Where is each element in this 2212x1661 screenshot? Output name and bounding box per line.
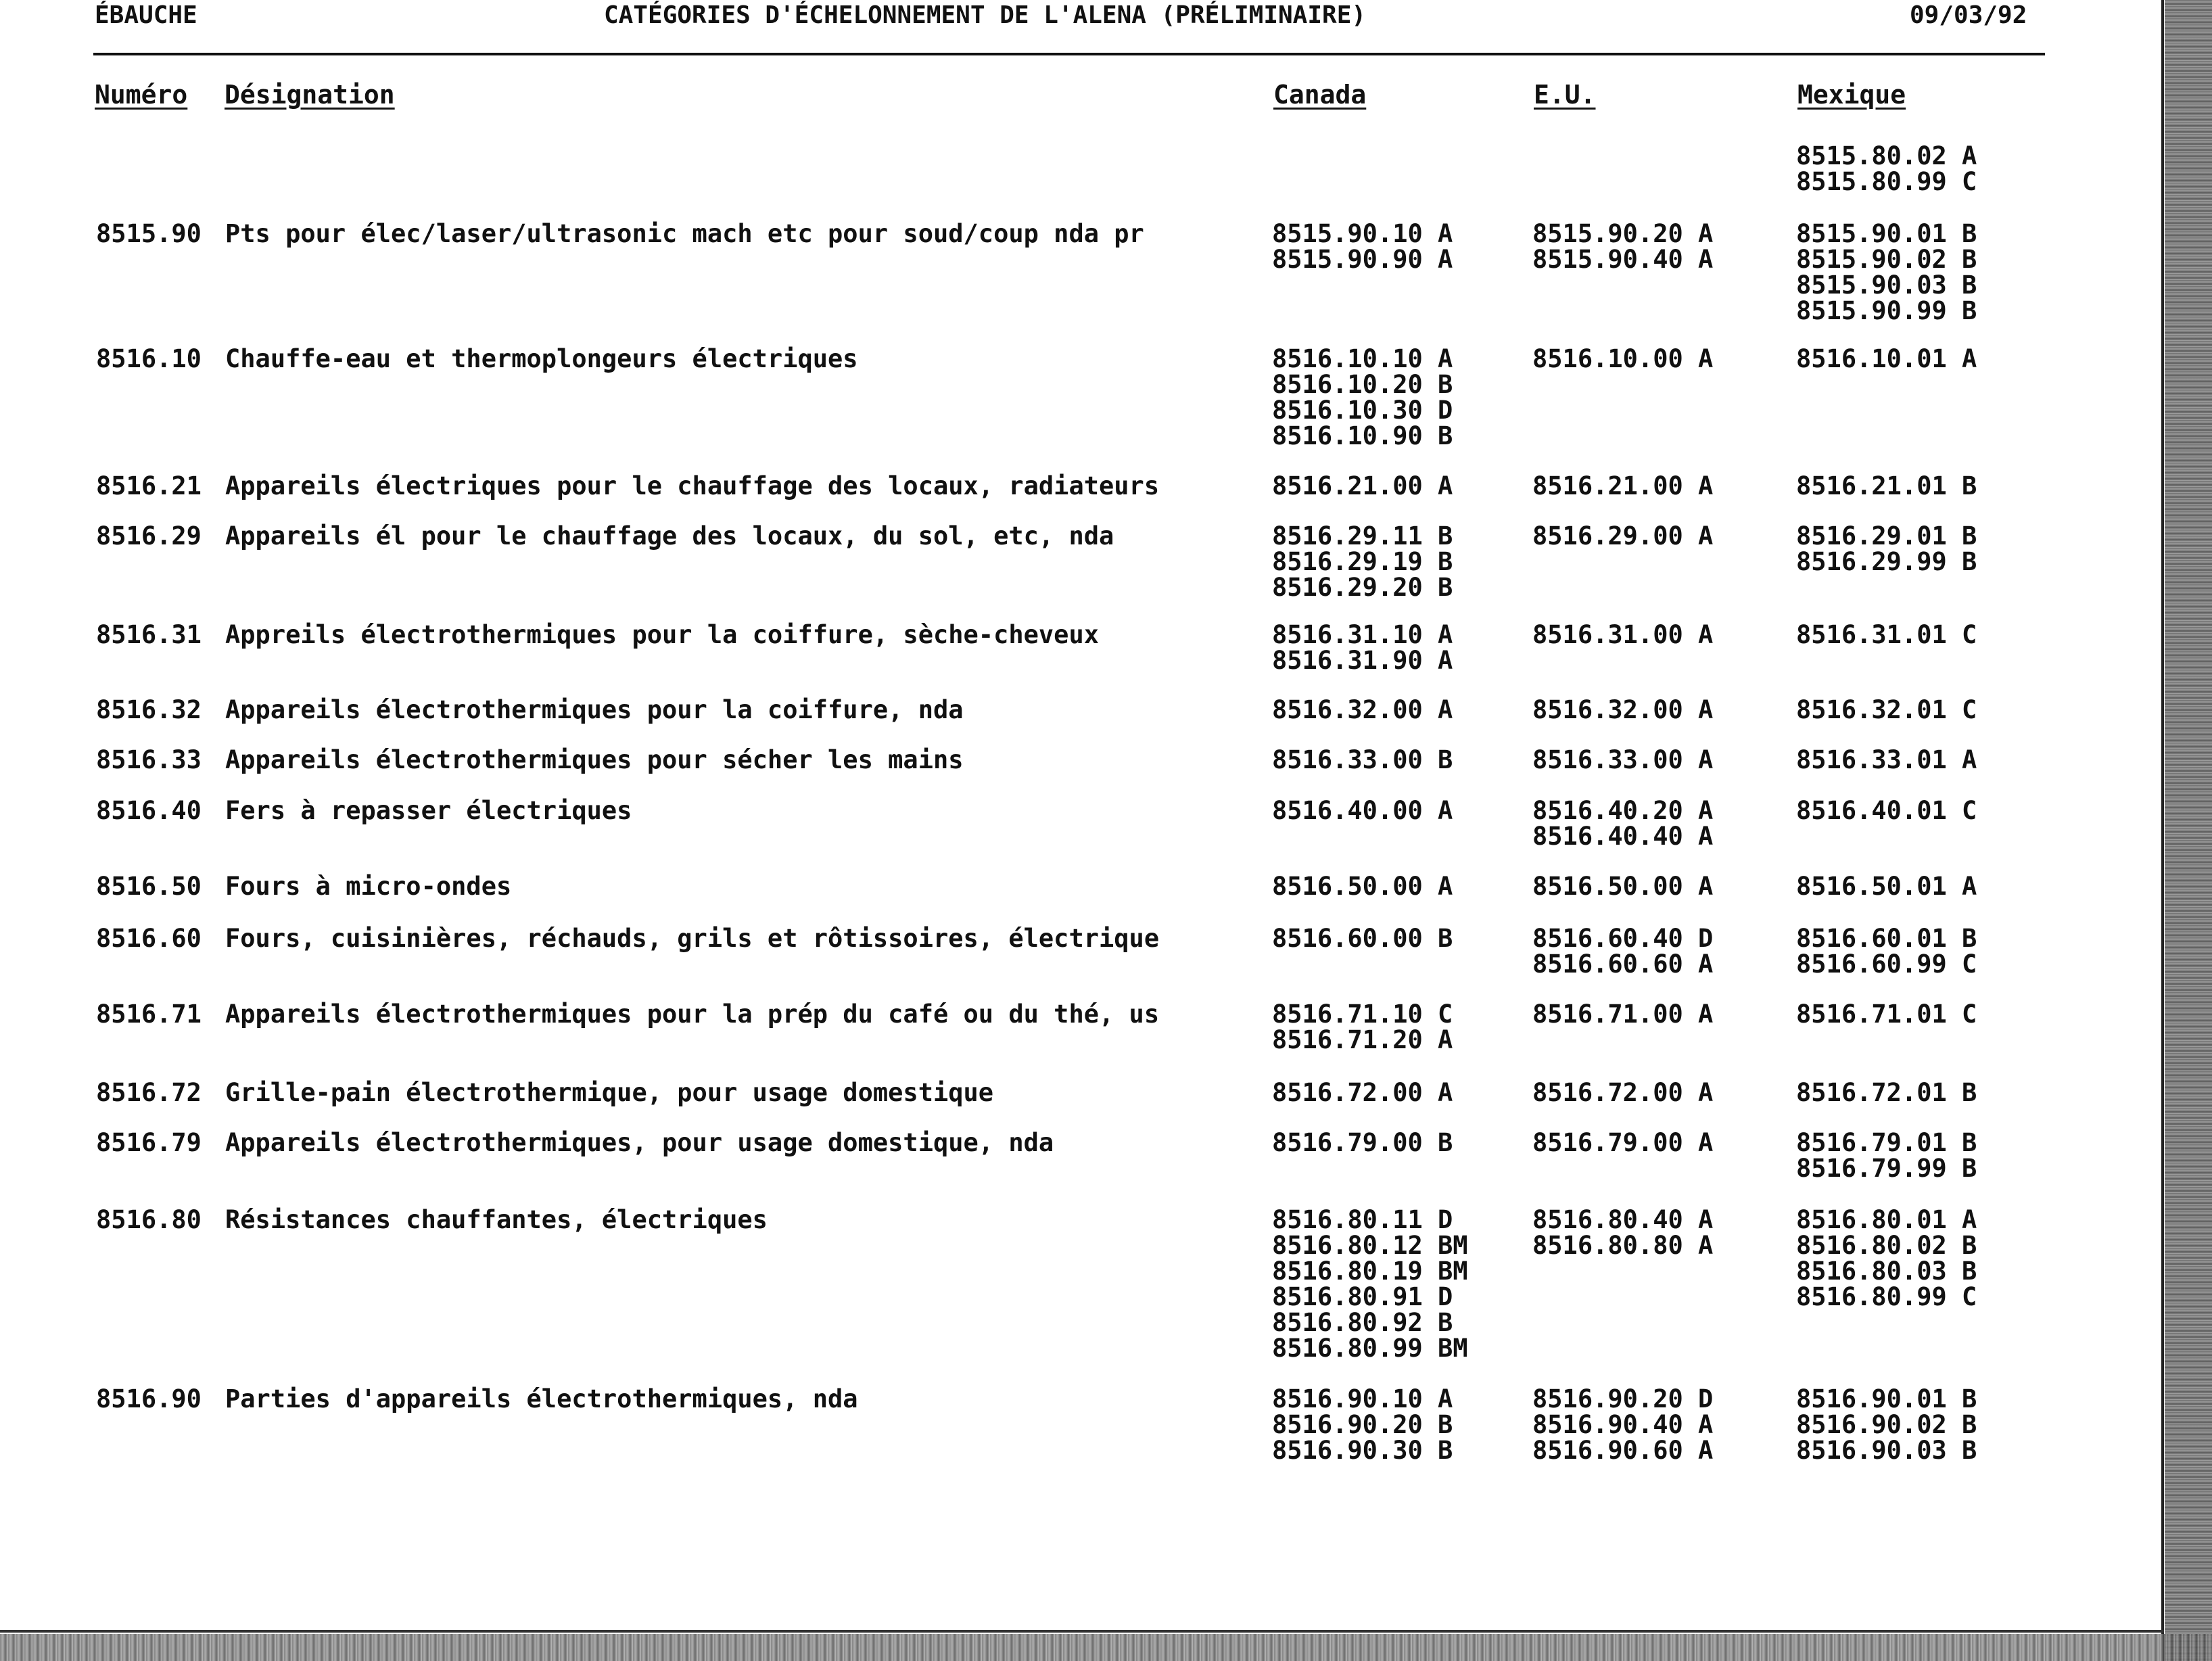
tariff-code: 8516.31.01 C bbox=[1796, 620, 1977, 649]
tariff-code: 8515.90.40 A bbox=[1532, 245, 1714, 274]
tariff-code: 8515.90.90 A bbox=[1272, 245, 1453, 274]
tariff-code: 8516.90.60 A bbox=[1532, 1436, 1714, 1465]
tariff-code: 8516.60.60 A bbox=[1532, 950, 1714, 979]
tariff-code: 8516.10.10 A bbox=[1272, 344, 1453, 373]
row-codes-mexique bbox=[1796, 346, 1977, 372]
tariff-code: 8515.90.01 B bbox=[1796, 219, 1977, 248]
column-header-eu: E.U. bbox=[1534, 80, 1596, 110]
column-header-canada: Canada bbox=[1273, 80, 1367, 110]
row-codes-canada bbox=[1272, 798, 1453, 824]
scan-edge-line bbox=[2161, 0, 2164, 1661]
tariff-code: 8516.80.91 D bbox=[1272, 1282, 1453, 1311]
row-codes-mexique bbox=[1796, 1207, 1977, 1310]
row-codes-eu bbox=[1532, 697, 1713, 723]
tariff-code: 8516.80.99 BM bbox=[1272, 1334, 1468, 1363]
tariff-code: 8516.72.00 A bbox=[1532, 1078, 1714, 1107]
row-designation: Fours à micro-ondes bbox=[225, 872, 512, 901]
tariff-code: 8516.33.00 B bbox=[1272, 745, 1453, 774]
tariff-code: 8516.80.03 B bbox=[1796, 1257, 1977, 1286]
row-codes-mexique bbox=[1796, 926, 1977, 977]
row-codes-eu bbox=[1532, 1130, 1713, 1156]
row-codes-canada bbox=[1272, 1002, 1453, 1053]
tariff-code: 8516.71.01 C bbox=[1796, 1000, 1977, 1029]
tariff-code: 8515.90.10 A bbox=[1272, 219, 1453, 248]
tariff-code: 8516.29.01 B bbox=[1796, 521, 1977, 551]
row-codes-mexique bbox=[1796, 523, 1977, 575]
row-codes-eu bbox=[1532, 1386, 1713, 1464]
row-codes-eu bbox=[1532, 473, 1713, 499]
tariff-code: 8516.71.10 C bbox=[1272, 1000, 1453, 1029]
row-designation: Pts pour élec/laser/ultrasonic mach etc pour soud/coup nda pr bbox=[225, 219, 1144, 248]
tariff-code: 8516.60.40 D bbox=[1532, 924, 1714, 953]
row-numero: 8516.32 bbox=[96, 695, 202, 724]
row-codes-mexique bbox=[1796, 473, 1977, 499]
tariff-code: 8516.80.11 D bbox=[1272, 1205, 1453, 1234]
row-codes-canada bbox=[1272, 1386, 1453, 1464]
row-designation: Fours, cuisinières, réchauds, grils et rôtissoires, électrique bbox=[225, 924, 1160, 953]
row-codes-canada bbox=[1272, 1130, 1453, 1156]
row-designation: Appareils él pour le chauffage des locaux, du sol, etc, nda bbox=[225, 521, 1114, 551]
tariff-code: 8516.79.00 B bbox=[1272, 1128, 1453, 1157]
row-codes-eu bbox=[1532, 1080, 1713, 1106]
tariff-code: 8516.10.00 A bbox=[1532, 344, 1714, 373]
row-codes-eu bbox=[1532, 622, 1713, 648]
row-numero: 8516.31 bbox=[96, 620, 202, 649]
row-codes-canada bbox=[1272, 747, 1453, 773]
tariff-code: 8516.90.40 A bbox=[1532, 1410, 1714, 1439]
tariff-code: 8516.80.01 A bbox=[1796, 1205, 1977, 1234]
row-codes-canada bbox=[1272, 346, 1453, 449]
row-codes-canada bbox=[1272, 221, 1453, 273]
row-codes-mexique bbox=[1796, 143, 1977, 195]
tariff-code: 8516.90.01 B bbox=[1796, 1384, 1977, 1413]
tariff-code: 8516.21.00 A bbox=[1272, 471, 1453, 500]
draft-label: ÉBAUCHE bbox=[95, 1, 197, 29]
tariff-code: 8516.90.20 D bbox=[1532, 1384, 1714, 1413]
tariff-code: 8516.32.00 A bbox=[1532, 695, 1714, 724]
row-designation: Appareils électriques pour le chauffage des locaux, radiateurs bbox=[225, 471, 1160, 500]
scan-edge-bottom bbox=[0, 1634, 2212, 1661]
tariff-code: 8516.40.40 A bbox=[1532, 822, 1714, 851]
tariff-code: 8516.29.20 B bbox=[1272, 573, 1453, 602]
tariff-code: 8516.21.01 B bbox=[1796, 471, 1977, 500]
tariff-code: 8515.90.20 A bbox=[1532, 219, 1714, 248]
row-codes-canada bbox=[1272, 1080, 1453, 1106]
tariff-code: 8516.40.01 C bbox=[1796, 796, 1977, 825]
tariff-code: 8516.21.00 A bbox=[1532, 471, 1714, 500]
scan-edge-bottom-line bbox=[0, 1630, 2164, 1633]
tariff-code: 8516.10.30 D bbox=[1272, 396, 1453, 425]
row-codes-eu bbox=[1532, 346, 1713, 372]
tariff-code: 8516.32.00 A bbox=[1272, 695, 1453, 724]
row-designation: Appareils électrothermiques pour la coiffure, nda bbox=[225, 695, 964, 724]
row-numero: 8516.40 bbox=[96, 796, 202, 825]
tariff-code: 8516.50.00 A bbox=[1532, 872, 1714, 901]
row-codes-eu bbox=[1532, 798, 1713, 849]
tariff-code: 8516.80.80 A bbox=[1532, 1231, 1714, 1260]
column-header-mexique: Mexique bbox=[1797, 80, 1906, 110]
tariff-code: 8516.10.01 A bbox=[1796, 344, 1977, 373]
row-codes-eu bbox=[1532, 874, 1713, 899]
tariff-code: 8515.80.02 A bbox=[1796, 141, 1977, 170]
tariff-code: 8516.31.10 A bbox=[1272, 620, 1453, 649]
row-codes-mexique bbox=[1796, 697, 1977, 723]
row-codes-eu bbox=[1532, 523, 1713, 549]
row-codes-eu bbox=[1532, 1002, 1713, 1027]
scan-edge-right bbox=[2165, 0, 2212, 1661]
tariff-code: 8516.31.90 A bbox=[1272, 646, 1453, 675]
row-numero: 8516.80 bbox=[96, 1205, 202, 1234]
row-designation: Chauffe-eau et thermoplongeurs électriques bbox=[225, 344, 858, 373]
row-designation: Appareils électrothermiques pour la prép du café ou du thé, us bbox=[225, 1000, 1160, 1029]
row-codes-mexique bbox=[1796, 1130, 1977, 1182]
row-numero: 8516.10 bbox=[96, 344, 202, 373]
tariff-code: 8516.71.00 A bbox=[1532, 1000, 1714, 1029]
row-codes-mexique bbox=[1796, 1080, 1977, 1106]
row-codes-canada bbox=[1272, 697, 1453, 723]
row-codes-eu bbox=[1532, 221, 1713, 273]
row-codes-canada bbox=[1272, 1207, 1468, 1361]
tariff-code: 8516.40.00 A bbox=[1272, 796, 1453, 825]
tariff-code: 8516.29.11 B bbox=[1272, 521, 1453, 551]
row-numero: 8516.29 bbox=[96, 521, 202, 551]
tariff-code: 8516.10.20 B bbox=[1272, 370, 1453, 399]
row-designation: Parties d'appareils électrothermiques, nda bbox=[225, 1384, 858, 1413]
tariff-code: 8516.60.01 B bbox=[1796, 924, 1977, 953]
tariff-code: 8516.32.01 C bbox=[1796, 695, 1977, 724]
tariff-code: 8516.79.01 B bbox=[1796, 1128, 1977, 1157]
row-designation: Résistances chauffantes, électriques bbox=[225, 1205, 768, 1234]
tariff-code: 8516.60.00 B bbox=[1272, 924, 1453, 953]
tariff-code: 8515.90.99 B bbox=[1796, 296, 1977, 325]
row-designation: Appreils électrothermiques pour la coiffure, sèche-cheveux bbox=[225, 620, 1100, 649]
tariff-code: 8516.72.00 A bbox=[1272, 1078, 1453, 1107]
row-codes-canada bbox=[1272, 622, 1453, 674]
row-numero: 8516.50 bbox=[96, 872, 202, 901]
tariff-code: 8516.33.00 A bbox=[1532, 745, 1714, 774]
row-codes-mexique bbox=[1796, 622, 1977, 648]
column-header-numero: Numéro bbox=[95, 80, 188, 110]
tariff-code: 8516.90.10 A bbox=[1272, 1384, 1453, 1413]
tariff-code: 8515.90.02 B bbox=[1796, 245, 1977, 274]
tariff-code: 8516.80.02 B bbox=[1796, 1231, 1977, 1260]
tariff-code: 8516.90.03 B bbox=[1796, 1436, 1977, 1465]
tariff-code: 8516.50.01 A bbox=[1796, 872, 1977, 901]
row-designation: Grille-pain électrothermique, pour usage domestique bbox=[225, 1078, 994, 1107]
tariff-code: 8516.80.19 BM bbox=[1272, 1257, 1468, 1286]
row-codes-eu bbox=[1532, 926, 1713, 977]
tariff-code: 8516.71.20 A bbox=[1272, 1025, 1453, 1054]
tariff-code: 8516.79.99 B bbox=[1796, 1154, 1977, 1183]
row-numero: 8516.71 bbox=[96, 1000, 202, 1029]
tariff-code: 8516.29.99 B bbox=[1796, 547, 1977, 576]
tariff-code: 8516.72.01 B bbox=[1796, 1078, 1977, 1107]
tariff-code: 8516.33.01 A bbox=[1796, 745, 1977, 774]
tariff-code: 8516.90.20 B bbox=[1272, 1410, 1453, 1439]
row-codes-canada bbox=[1272, 926, 1453, 952]
tariff-code: 8516.60.99 C bbox=[1796, 950, 1977, 979]
row-codes-canada bbox=[1272, 523, 1453, 601]
row-numero: 8516.72 bbox=[96, 1078, 202, 1107]
tariff-code: 8515.80.99 C bbox=[1796, 167, 1977, 196]
tariff-code: 8516.31.00 A bbox=[1532, 620, 1714, 649]
document-title: CATÉGORIES D'ÉCHELONNEMENT DE L'ALENA (PRÉLIMINAIRE) bbox=[604, 1, 1367, 29]
tariff-code: 8516.10.90 B bbox=[1272, 421, 1453, 450]
tariff-code: 8516.80.92 B bbox=[1272, 1308, 1453, 1337]
tariff-code: 8516.50.00 A bbox=[1272, 872, 1453, 901]
tariff-code: 8516.90.30 B bbox=[1272, 1436, 1453, 1465]
row-codes-mexique bbox=[1796, 221, 1977, 324]
row-numero: 8516.90 bbox=[96, 1384, 202, 1413]
row-designation: Appareils électrothermiques, pour usage domestique, nda bbox=[225, 1128, 1054, 1157]
tariff-code: 8516.80.12 BM bbox=[1272, 1231, 1468, 1260]
tariff-code: 8516.80.99 C bbox=[1796, 1282, 1977, 1311]
row-numero: 8516.79 bbox=[96, 1128, 202, 1157]
tariff-code: 8516.90.02 B bbox=[1796, 1410, 1977, 1439]
row-designation: Fers à repasser électriques bbox=[225, 796, 632, 825]
tariff-code: 8515.90.03 B bbox=[1796, 271, 1977, 300]
tariff-code: 8516.29.19 B bbox=[1272, 547, 1453, 576]
document-date: 09/03/92 bbox=[1910, 1, 2027, 29]
tariff-code: 8516.79.00 A bbox=[1532, 1128, 1714, 1157]
row-codes-mexique bbox=[1796, 874, 1977, 899]
row-codes-mexique bbox=[1796, 1002, 1977, 1027]
row-numero: 8515.90 bbox=[96, 219, 202, 248]
row-codes-mexique bbox=[1796, 798, 1977, 824]
row-numero: 8516.33 bbox=[96, 745, 202, 774]
row-designation: Appareils électrothermiques pour sécher les mains bbox=[225, 745, 964, 774]
row-codes-eu bbox=[1532, 747, 1713, 773]
row-numero: 8516.21 bbox=[96, 471, 202, 500]
row-codes-mexique bbox=[1796, 747, 1977, 773]
tariff-code: 8516.29.00 A bbox=[1532, 521, 1714, 551]
row-codes-canada bbox=[1272, 473, 1453, 499]
row-codes-canada bbox=[1272, 874, 1453, 899]
row-codes-mexique bbox=[1796, 1386, 1977, 1464]
row-numero: 8516.60 bbox=[96, 924, 202, 953]
tariff-code: 8516.80.40 A bbox=[1532, 1205, 1714, 1234]
row-codes-eu bbox=[1532, 1207, 1713, 1259]
tariff-code: 8516.40.20 A bbox=[1532, 796, 1714, 825]
header-rule bbox=[93, 53, 2045, 55]
column-header-designation: Désignation bbox=[225, 80, 395, 110]
